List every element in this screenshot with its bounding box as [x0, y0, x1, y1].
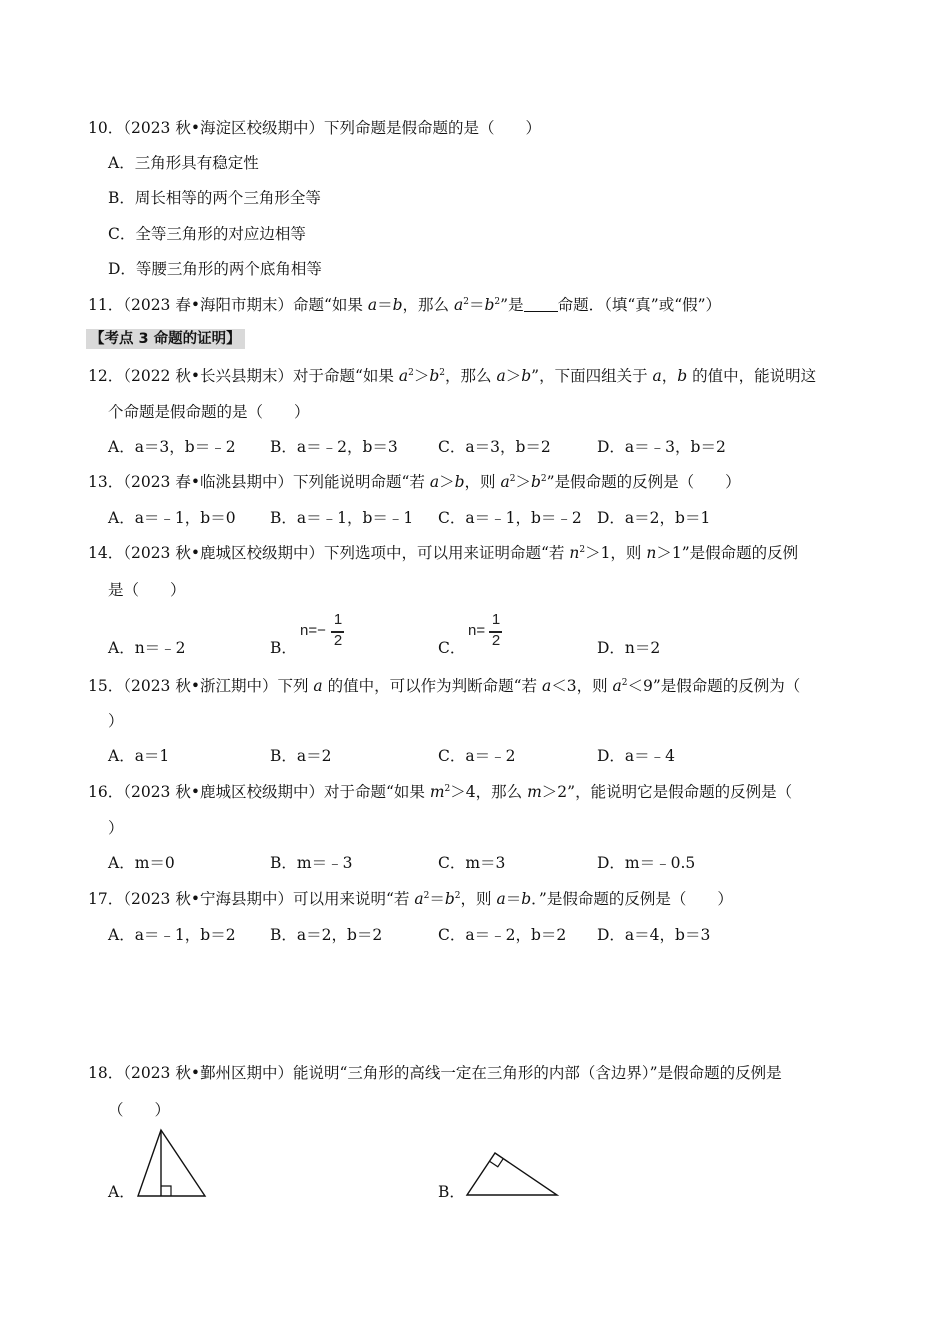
q14-option-b-formula: n=− 1 2: [300, 611, 343, 649]
q15-stem-line1: 15．（2023 秋•浙江期中）下列 a 的值中，可以作为判断命题“若 a＜3，则 $a^2<9$”是假命题的反例为（: [88, 677, 801, 695]
q15-option-c: C．a＝﹣2: [438, 747, 516, 765]
q17-option-a: A．a＝﹣1，b＝2: [108, 926, 236, 944]
q12-stem-line1: 12．（2022 秋•长兴县期末）对于命题“如果 $a^2>b^2$，那么 a＞b”，下面四组关于 a，b 的值中，能说明这: [88, 367, 817, 385]
q10-option-a: A．三角形具有稳定性: [108, 154, 259, 172]
q15-option-b: B．a＝2: [270, 747, 332, 765]
q17-option-c: C．a＝﹣2，b＝2: [438, 926, 567, 944]
q13-stem: 13．（2023 春•临洮县期中）下列能说明命题“若 a＞b，则 $a^2>b^2$”是假命题的反例是（ ）: [88, 473, 741, 491]
q12-option-b: B．a＝﹣2，b＝3: [270, 438, 398, 456]
q15-stem-line2: ）: [108, 712, 124, 730]
q15-option-d: D．a＝﹣4: [597, 747, 676, 765]
q17-stem: 17．（2023 秋•宁海县期中）可以用来说明“若 $a^2=b^2$，则 a＝b．”是假命题的反例是（ ）: [88, 890, 733, 908]
q14-option-a: A．n＝﹣2: [108, 639, 186, 657]
q15-option-a: A．a＝1: [108, 747, 170, 765]
q17-option-d: D．a＝4，b＝3: [597, 926, 711, 944]
section-header: 【考点 3 命题的证明】: [86, 329, 245, 349]
q14-option-c-label: C．: [438, 639, 466, 657]
q12-option-c: C．a＝3，b＝2: [438, 438, 551, 456]
q13-option-a: A．a＝﹣1，b＝0: [108, 509, 236, 527]
q13-option-d: D．a＝2，b＝1: [597, 509, 711, 527]
q10-option-b: B．周长相等的两个三角形全等: [108, 189, 321, 207]
q18-option-a-triangle: [135, 1128, 209, 1200]
q10-option-d: D．等腰三角形的两个底角相等: [108, 260, 322, 278]
q10-option-c: C．全等三角形的对应边相等: [108, 225, 306, 243]
q16-stem-line2: ）: [108, 819, 124, 837]
q17-option-b: B．a＝2，b＝2: [270, 926, 383, 944]
q18-stem-line2: （ ）: [108, 1101, 171, 1119]
q11-stem: 11．（2023 春•海阳市期末）命题“如果 a＝b，那么 $a^2=b^2$”是 命题．（填“真”或“假”）: [88, 296, 722, 314]
q12-stem-line2: 个命题是假命题的是（ ）: [108, 403, 310, 421]
q18-stem-line1: 18．（2023 秋•鄞州区期中）能说明“三角形的高线一定在三角形的内部（含边界）”是假命题的反例是: [88, 1064, 782, 1082]
q18-option-a-label: A．: [108, 1183, 135, 1201]
answer-blank: [524, 297, 558, 312]
q13-option-c: C．a＝﹣1，b＝﹣2: [438, 509, 582, 527]
q16-stem-line1: 16．（2023 秋•鹿城区校级期中）对于命题“如果 $m^2>4$，那么 m＞2”，能说明它是假命题的反例是（: [88, 783, 793, 801]
q13-option-b: B．a＝﹣1，b＝﹣1: [270, 509, 414, 527]
q16-option-c: C．m＝3: [438, 854, 506, 872]
q14-stem-line2: 是（ ）: [108, 581, 186, 599]
q16-option-d: D．m＝﹣0.5: [597, 854, 696, 872]
q14-option-d: D．n＝2: [597, 639, 661, 657]
q10-stem: 10．（2023 秋•海淀区校级期中）下列命题是假命题的是（ ）: [88, 119, 541, 137]
q12-option-a: A．a＝3，b＝﹣2: [108, 438, 236, 456]
q14-option-c-formula: n= 1 2: [468, 611, 501, 649]
q12-option-d: D．a＝﹣3，b＝2: [597, 438, 726, 456]
q14-option-b-label: B．: [270, 639, 297, 657]
q14-stem-line1: 14．（2023 秋•鹿城区校级期中）下列选项中，可以用来证明命题“若 $n^2>1$，则 n＞1”是假命题的反例: [88, 544, 799, 562]
q16-option-b: B．m＝﹣3: [270, 854, 353, 872]
q16-option-a: A．m＝0: [108, 854, 175, 872]
q18-option-b-triangle: [463, 1149, 563, 1201]
q18-option-b-label: B．: [438, 1183, 465, 1201]
